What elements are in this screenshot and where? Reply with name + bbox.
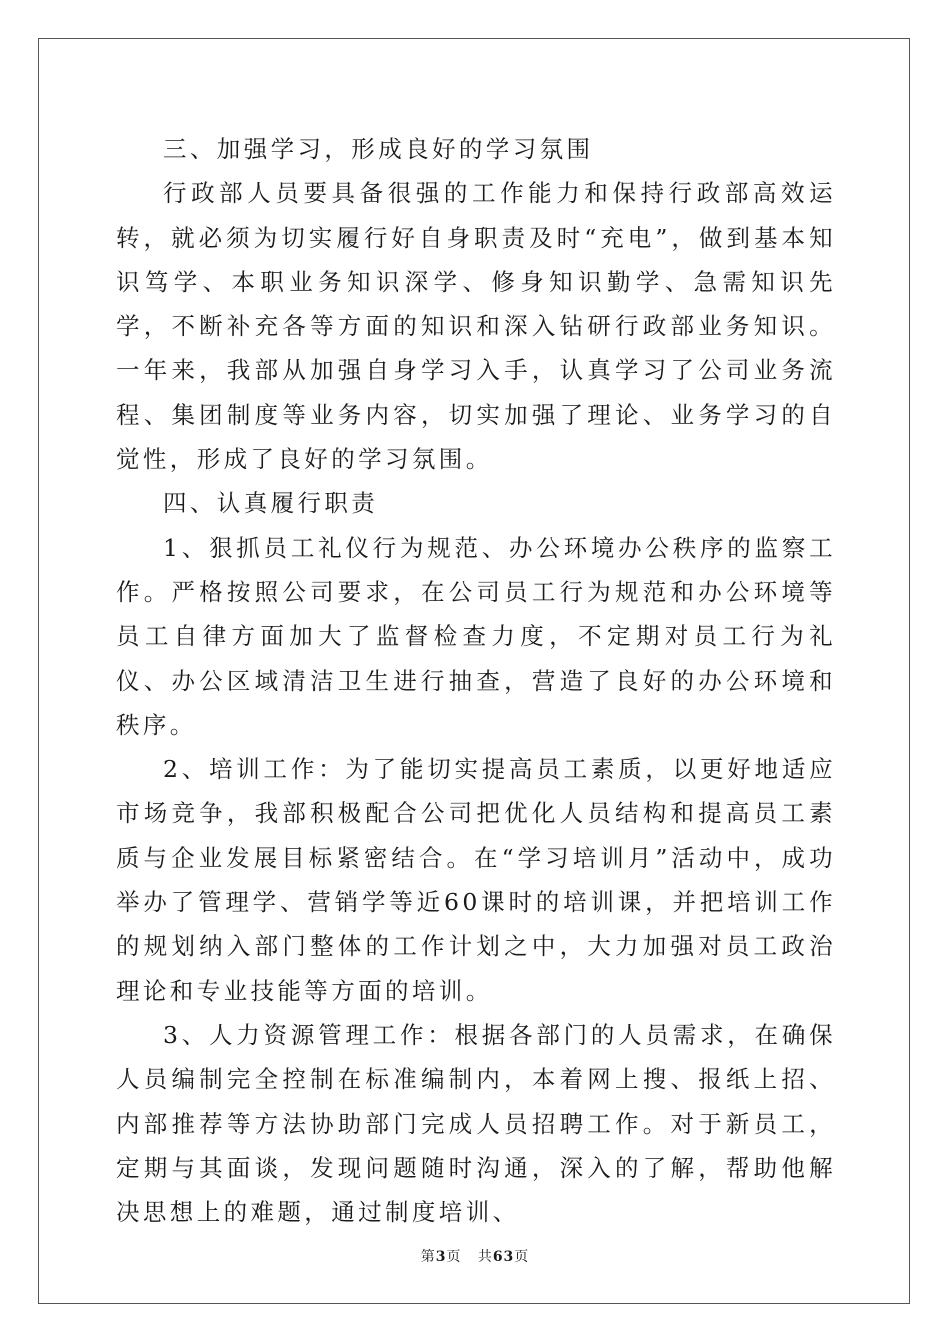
paragraph-learning: 行政部人员要具备很强的工作能力和保持行政部高效运转，就必须为切实履行好自身职责及时“充电”，做到基本知识笃学、本职业务知识深学、修身知识勤学、急需知识先学，不断补充各等方面的知识和深入钻研行政部业务知识。一年来，我部从加强自身学习入手，认真学习了公司业务流程、集团制度等业务内容，切实加强了理论、业务学习的自觉性，形成了良好的学习氛围。 xyxy=(116,179,836,474)
paragraph-item-3: 3、人力资源管理工作：根据各部门的人员需求，在确保人员编制完全控制在标准编制内，本着网上搜、报纸上招、内部推荐等方法协助部门完成人员招聘工作。对于新员工，定期与其面谈，发现问题随时沟通，深入的了解，帮助他解决思想上的难题，通过制度培训、 xyxy=(116,1020,836,1227)
section-heading-3: 三、加强学习，形成良好的学习氛围 xyxy=(163,135,594,163)
footer-total-suffix: 页 xyxy=(514,1249,530,1265)
footer-page-suffix: 页 xyxy=(446,1249,462,1265)
footer-total-prefix: 共 xyxy=(477,1249,493,1265)
page-footer xyxy=(0,1246,950,1266)
footer-page-prefix: 第 xyxy=(420,1249,436,1265)
paragraph-item-2: 2、培训工作：为了能切实提高员工素质，以更好地适应市场竞争，我部积极配合公司把优化人员结构和提高员工素质与企业发展目标紧密结合。在“学习培训月”活动中，成功举办了管理学、营销学等近60课时的培训课，并把培训工作的规划纳入部门整体的工作计划之中，大力加强对员工政治理论和专业技能等方面的培训。 xyxy=(116,755,836,1005)
document-body xyxy=(116,127,836,1234)
paragraph-item-1: 1、狠抓员工礼仪行为规范、办公环境办公秩序的监察工作。严格按照公司要求，在公司员工行为规范和办公环境等员工自律方面加大了监督检查力度，不定期对员工行为礼仪、办公区域清洁卫生进行抽查，营造了良好的办公环境和秩序。 xyxy=(116,533,836,739)
footer-total-pages: 63 xyxy=(492,1249,515,1265)
footer-page-number: 3 xyxy=(435,1249,447,1265)
section-heading-4: 四、认真履行职责 xyxy=(163,489,379,518)
